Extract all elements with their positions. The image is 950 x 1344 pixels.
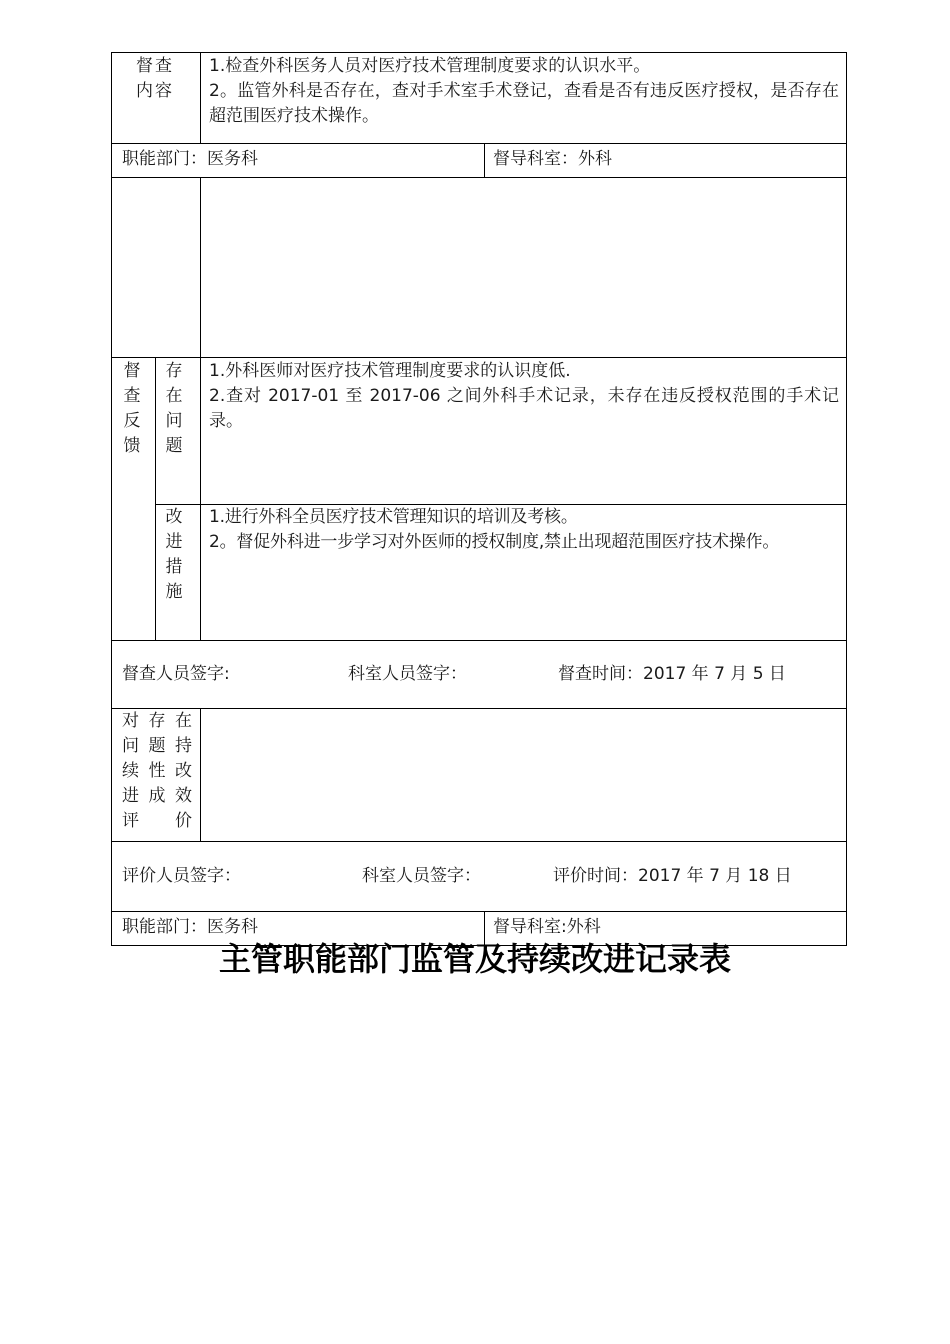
document-title: 主管职能部门监管及持续改进记录表 [218,940,731,978]
inspection-content [209,54,839,129]
evaluator-signature: 评价人员签字： [122,866,241,886]
functional-dept-bottom: 职能部门：医务科 [122,917,258,937]
row-divider [112,911,846,912]
row-divider [112,640,846,641]
column-divider [484,143,485,177]
measure-item: 2。督促外科进一步学习对外医师的授权制度,禁止出现超范围医疗技术操作。 [209,532,780,552]
inspection-item: 2。监管外科是否存在，查对手术室手术登记，查看是否有违反医疗授权，是否存在超范围医疗技术操作。 [209,81,839,126]
inspector-signature: 督查人员签字: [122,664,230,684]
dept-staff-signature-2: 科室人员签字： [362,866,481,886]
column-divider [200,53,201,143]
problems-label: 存在问题 [165,361,183,456]
supervised-dept-top: 督导科室：外科 [493,149,612,169]
problems-content [209,359,839,434]
row-divider [112,143,846,144]
problem-item: 1.外科医师对医疗技术管理制度要求的认识度低. [209,361,571,381]
record-table [111,52,847,946]
problem-item: 2.查对 2017-01 至 2017-06 之间外科手术记录，未存在违反授权范围的手术记录。 [209,386,839,431]
evaluation-content [201,709,846,841]
inspection-item: 1.检查外科医务人员对医疗技术管理制度要求的认识水平。 [209,56,651,76]
column-divider [155,357,156,640]
inspection-label: 督查内容 [136,56,174,101]
evaluation-date: 评价时间：2017 年 7 月 18 日 [553,866,792,886]
row-divider [112,357,846,358]
dept-staff-signature-1: 科室人员签字： [348,664,467,684]
measures-label: 改进措施 [165,507,183,602]
evaluation-label: 对存在问题持续性改进成效评价 [122,711,194,831]
supervised-dept-bottom: 督导科室:外科 [493,917,601,937]
feedback-label: 督查反馈 [123,361,141,456]
measures-content [209,505,845,555]
functional-dept-top: 职能部门：医务科 [122,149,258,169]
measure-item: 1.进行外科全员医疗技术管理知识的培训及考核。 [209,507,578,527]
row-divider [112,841,846,842]
blank-cell [201,178,846,357]
inspection-date: 督查时间：2017 年 7 月 5 日 [558,664,786,684]
